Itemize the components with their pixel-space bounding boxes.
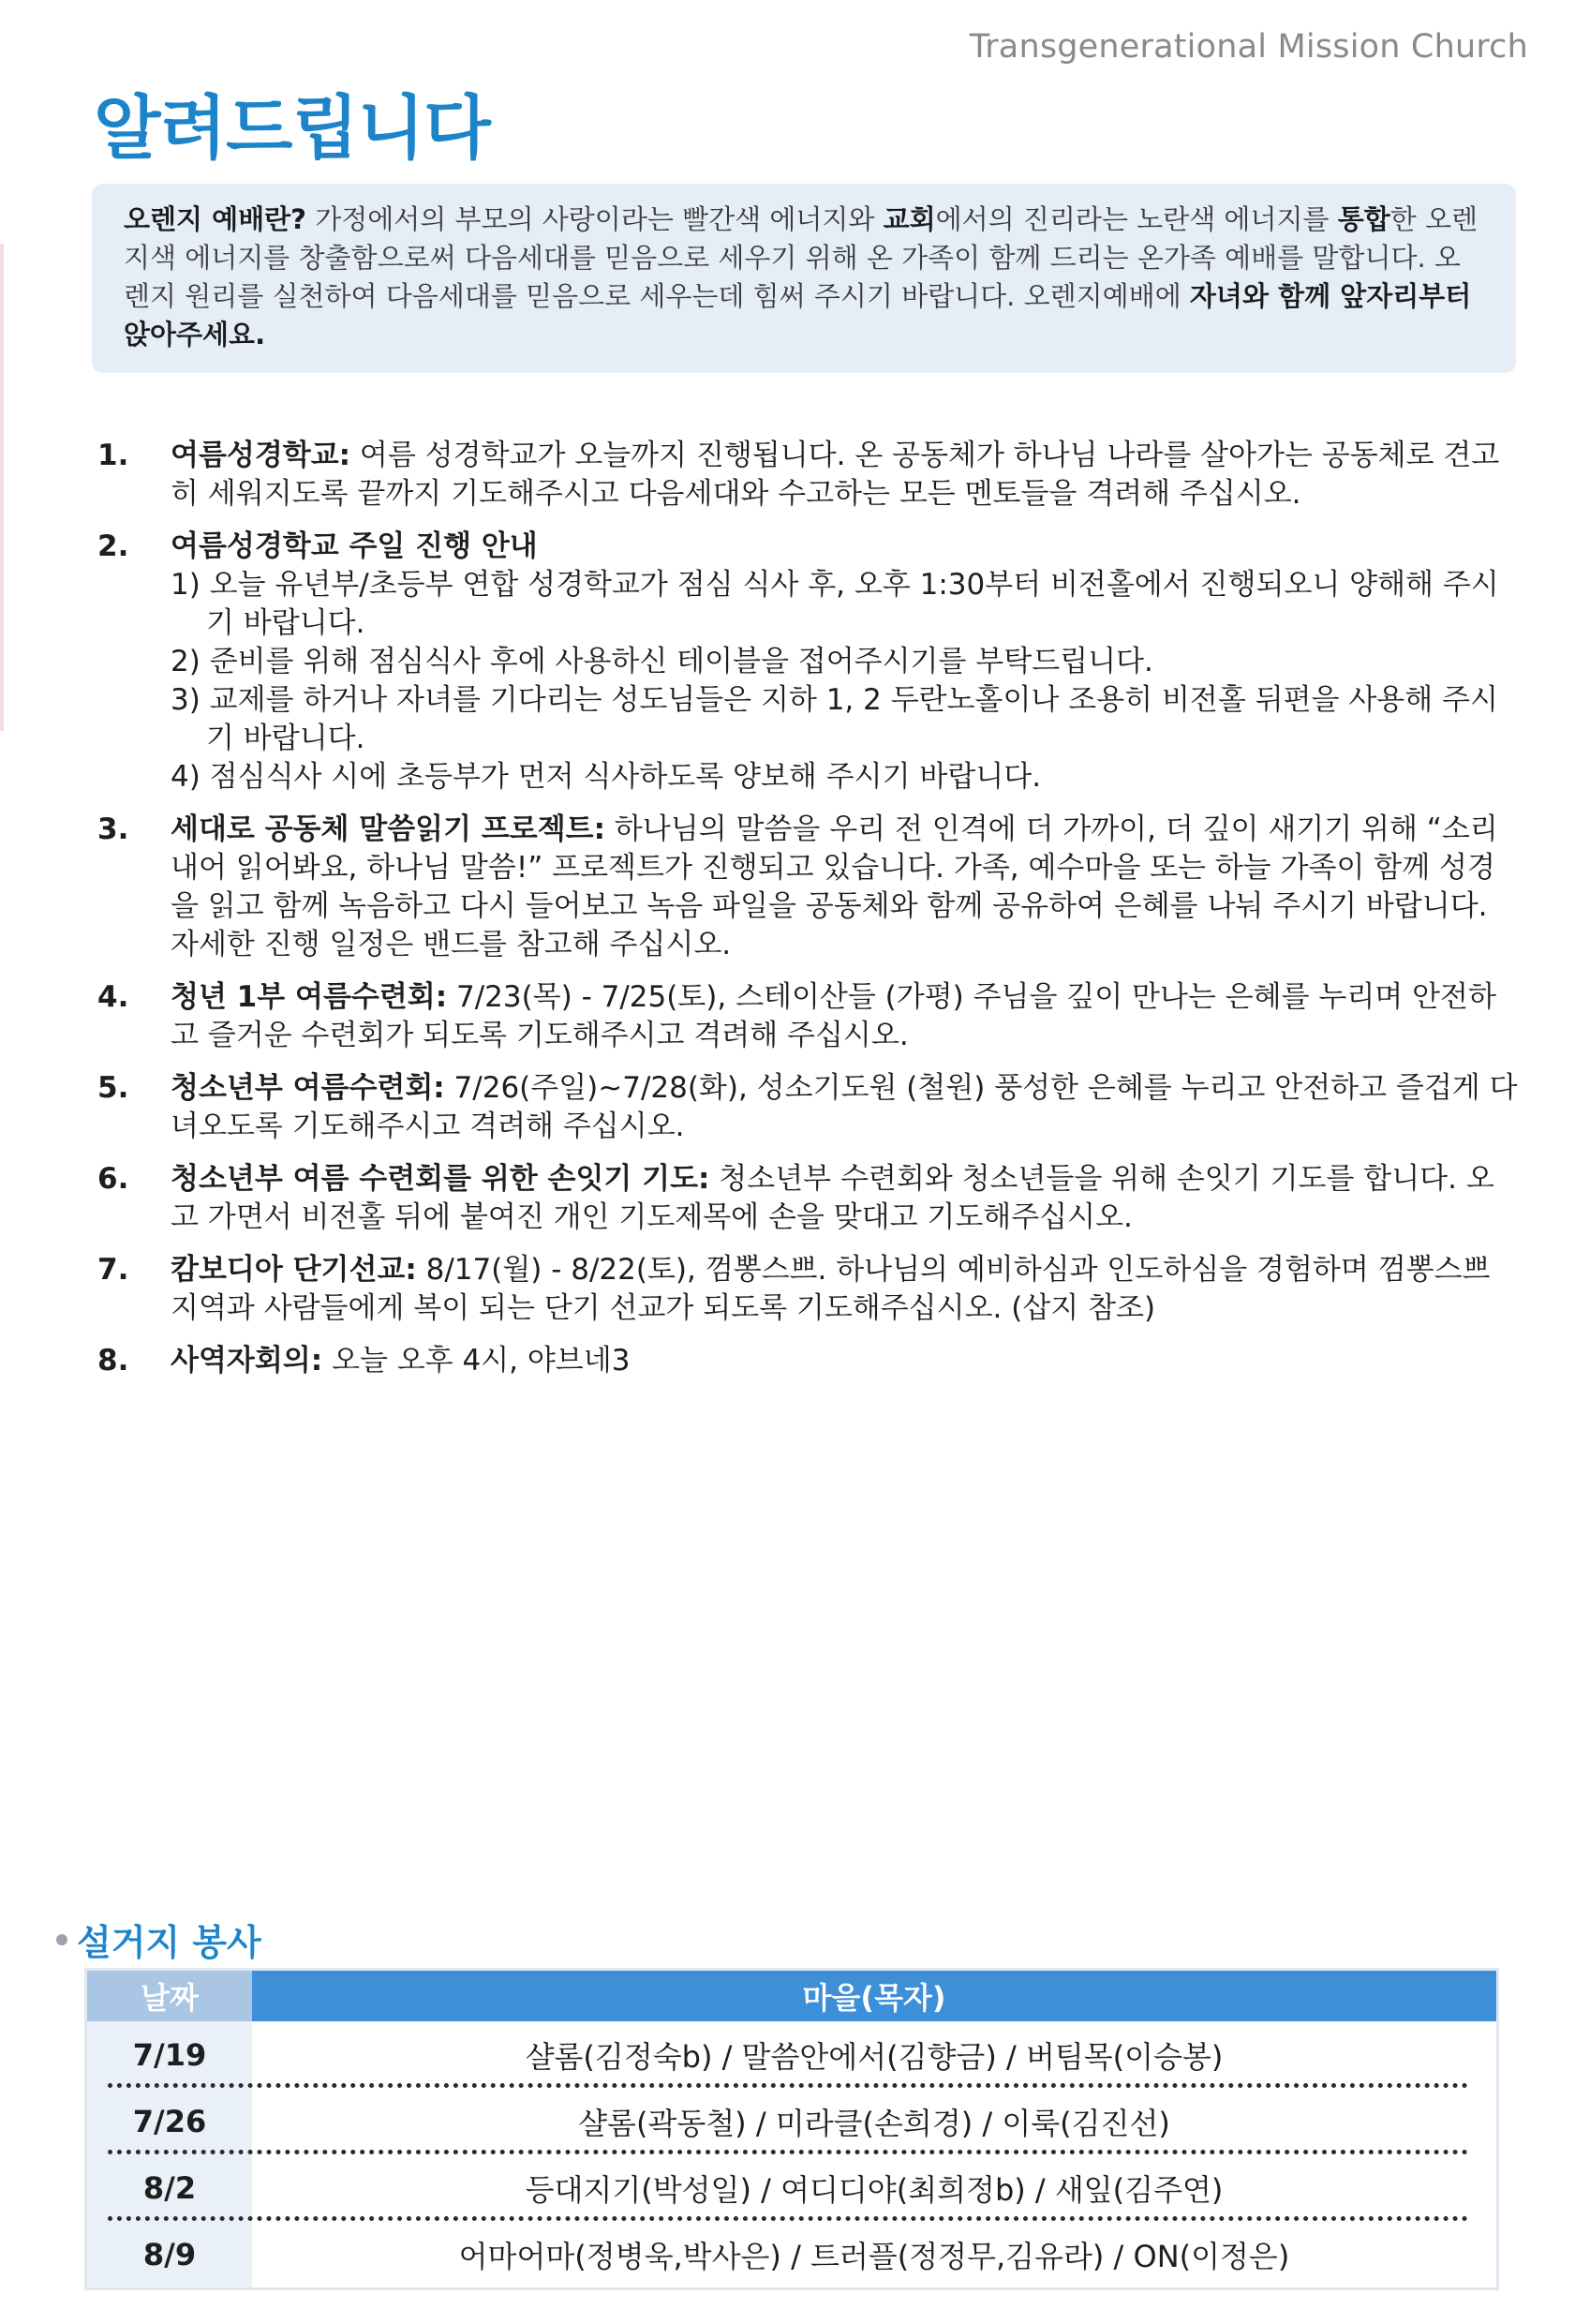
row-village: 샬롬(김정숙b) / 말씀안에서(김향금) / 버팀목(이승봉) — [525, 2038, 1224, 2075]
notice-number: 6. — [97, 1162, 129, 1196]
dish-service-title: 설거지 봉사 — [77, 1922, 261, 1963]
notice-title: 캄보디아 단기선교: — [171, 1253, 417, 1287]
notice-item — [94, 1342, 1518, 1380]
notice-title: 여름성경학교: — [171, 439, 351, 472]
notice-item — [94, 1069, 1518, 1146]
notice-number: 7. — [97, 1253, 129, 1287]
table-row — [87, 2221, 1496, 2287]
row-date: 8/9 — [87, 2221, 252, 2287]
notice-title: 청년 1부 여름수련회: — [171, 980, 448, 1014]
intro-lead: 오렌지 예배란? — [124, 203, 307, 235]
notice-text: 7/23(목) - 7/25(토), 스테이산들 (가평) 주님을 깊이 만나는 은혜를 누리며 안전하고 즐거운 수련회가 되도록 기도해주시고 격려해 주십시오. — [171, 980, 1496, 1052]
notice-text: 7/26(주일)~7/28(화), 성소기도원 (철원) 풍성한 은혜를 누리고 안전하고 즐겁게 다녀오도록 기도해주시고 격려해 주십시오. — [171, 1071, 1518, 1143]
column-header-village: 마을(목자) — [802, 1980, 946, 2016]
table-row — [87, 2088, 1496, 2154]
notice-number: 5. — [97, 1071, 129, 1105]
intro-emphasis-church: 교회 — [883, 203, 936, 235]
notice-title: 세대로 공동체 말씀읽기 프로젝트: — [171, 812, 606, 846]
notice-title: 사역자회의: — [171, 1344, 323, 1378]
notice-item — [94, 528, 1518, 797]
notice-item — [94, 437, 1518, 514]
church-name: Transgenerational Mission Church — [969, 28, 1528, 66]
intro-text-3: 한 오렌지색 에너지를 창출함으로써 다음세대를 믿음으로 세우기 위해 온 가족이 함께 드리는 온가족 예배를 말합니다. 오렌지 원리를 실천하여 다음세대를 믿음으로 세우는데 힘써 주시기 바랍니다. 오렌지예배에 — [124, 203, 1478, 312]
row-village: 어마어마(정병욱,박사은) / 트러플(정정무,김유라) / ON(이정은) — [458, 2238, 1290, 2274]
notice-item — [94, 978, 1518, 1055]
notice-number: 4. — [97, 980, 129, 1014]
notice-text: 오늘 오후 4시, 야브네3 — [322, 1344, 631, 1378]
notice-number: 2. — [97, 529, 129, 563]
table-row — [87, 2154, 1496, 2221]
table-header — [87, 1971, 1496, 2021]
notice-number: 8. — [97, 1344, 129, 1378]
page-edge-mark — [0, 244, 4, 731]
intro-text-1: 가정에서의 부모의 사랑이라는 빨간색 에너지와 — [306, 203, 884, 235]
row-date: 8/2 — [87, 2154, 252, 2221]
notice-title: 청소년부 여름수련회: — [171, 1071, 445, 1105]
row-village: 등대지기(박성일) / 여디디야(최희정b) / 새잎(김주연) — [525, 2171, 1224, 2208]
intro-emphasis-integration: 통합 — [1337, 203, 1390, 235]
notice-item — [94, 1251, 1518, 1328]
notice-subitem: 1) 오늘 유년부/초등부 연합 성경학교가 점심 식사 후, 오후 1:30부터 비전홀에서 진행되오니 양해해 주시기 바랍니다. — [171, 568, 1499, 640]
notice-text: 여름 성경학교가 오늘까지 진행됩니다. 온 공동체가 하나님 나라를 살아가는 공동체로 견고히 세워지도록 끝까지 기도해주시고 다음세대와 수고하는 모든 멘토들을 격려해 주십시오. — [171, 439, 1500, 511]
notice-title: 청소년부 여름 수련회를 위한 손잇기 기도: — [171, 1162, 710, 1196]
notice-item — [94, 1160, 1518, 1237]
notice-item — [94, 811, 1518, 964]
notice-text: 하나님의 말씀을 우리 전 인격에 더 가까이, 더 깊이 새기기 위해 “소리내어 읽어봐요, 하나님 말씀!” 프로젝트가 진행되고 있습니다. 가족, 예수마을 또는 하늘 가족이 함께 성경을 읽고 함께 녹음하고 다시 들어보고 녹음 파일을 공동체와 함께 공유하여 은혜를 나눠 주시기 바랍니다. 자세한 진행 일정은 밴드를 참고해 주십시오. — [171, 812, 1498, 961]
table-row — [87, 2021, 1496, 2088]
notice-text: 청소년부 수련회와 청소년들을 위해 손잇기 기도를 합니다. 오고 가면서 비전홀 뒤에 붙여진 개인 기도제목에 손을 맞대고 기도해주십시오. — [171, 1162, 1494, 1234]
notice-text: 8/17(월) - 8/22(토), 껌뽕스쁘. 하나님의 예비하심과 인도하심을 경험하며 껌뽕스쁘 지역과 사람들에게 복이 되는 단기 선교가 되도록 기도해주십시오. (삽지 참조) — [171, 1253, 1491, 1325]
column-header-date: 날짜 — [87, 1971, 252, 2021]
intro-emphasis-seating: 자녀와 함께 앞자리부터 앉아주세요. — [124, 280, 1472, 350]
notice-number: 3. — [97, 812, 129, 846]
row-date: 7/19 — [87, 2021, 252, 2088]
row-date: 7/26 — [87, 2088, 252, 2154]
bullet-icon — [56, 1934, 67, 1945]
page-title: 알려드립니다 — [94, 88, 490, 169]
orange-worship-intro — [92, 184, 1516, 373]
dish-service-heading — [56, 1914, 261, 1965]
notice-subitem: 3) 교제를 하거나 자녀를 기다리는 성도님들은 지하 1, 2 두란노홀이나 조용히 비전홀 뒤편을 사용해 주시기 바랍니다. — [171, 683, 1498, 755]
notice-list — [94, 437, 1518, 1394]
dish-service-table — [84, 1968, 1499, 2290]
notice-subitem: 4) 점심식사 시에 초등부가 먼저 식사하도록 양보해 주시기 바랍니다. — [171, 760, 1042, 794]
row-village: 샬롬(곽동철) / 미라클(손희경) / 이룩(김진선) — [578, 2105, 1170, 2141]
notice-title: 여름성경학교 주일 진행 안내 — [171, 529, 538, 563]
intro-text-2: 에서의 진리라는 노란색 에너지를 — [935, 203, 1338, 235]
notice-subitem: 2) 준비를 위해 점심식사 후에 사용하신 테이블을 접어주시기를 부탁드립니다. — [171, 645, 1153, 678]
notice-number: 1. — [97, 439, 129, 472]
